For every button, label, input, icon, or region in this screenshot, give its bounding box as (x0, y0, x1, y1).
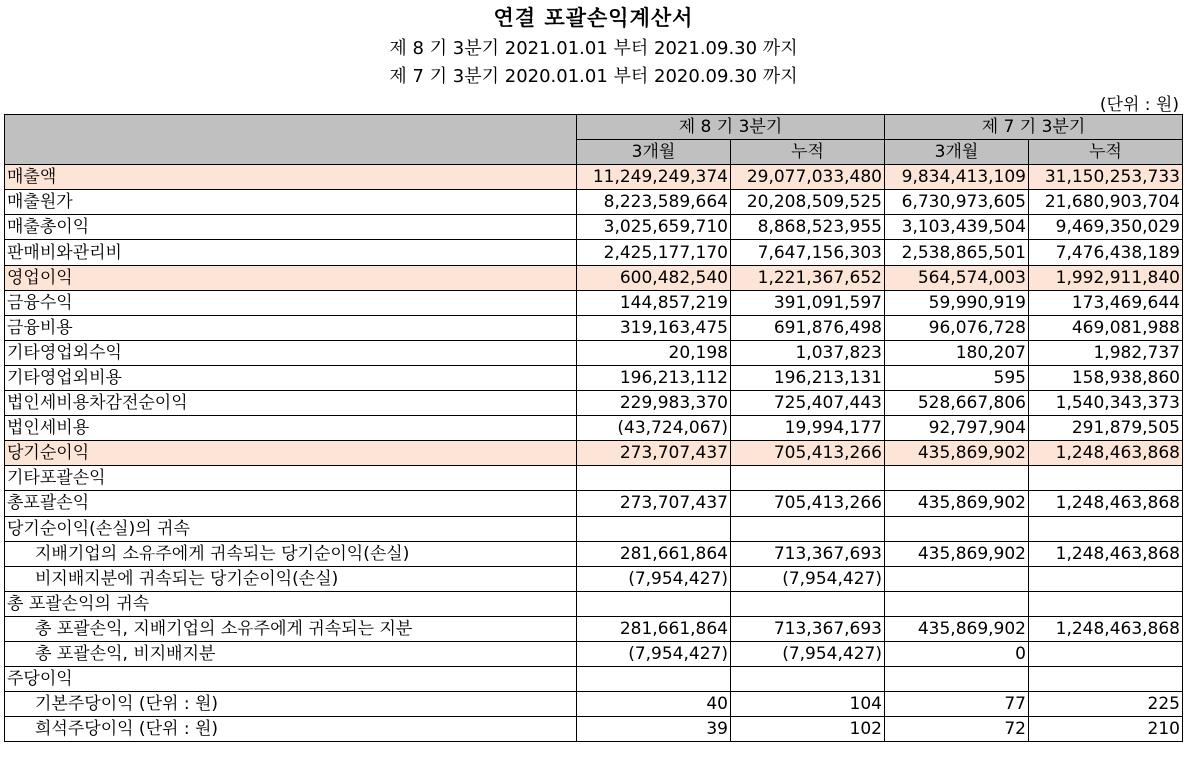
row-label: 총 포괄손익, 지배기업의 소유주에게 귀속되는 지분 (5, 616, 577, 641)
cell-current-3m: 273,707,437 (577, 491, 731, 516)
row-label: 기타포괄손익 (5, 466, 577, 491)
row-label: 기타영업외수익 (5, 340, 577, 365)
cell-prior-3m: 6,730,973,605 (885, 190, 1029, 215)
cell-prior-cum: 1,982,737 (1029, 340, 1183, 365)
row-label: 법인세비용 (5, 416, 577, 441)
cell-prior-cum (1029, 591, 1183, 616)
cell-current-3m: 281,661,864 (577, 541, 731, 566)
table-row (5, 667, 1183, 692)
cell-current-3m: 2,425,177,170 (577, 240, 731, 265)
cell-prior-3m: 3,103,439,504 (885, 215, 1029, 240)
cell-current-cum: 713,367,693 (731, 541, 885, 566)
row-label: 비지배지분에 귀속되는 당기순이익(손실) (5, 566, 577, 591)
header-group-prior: 제 7 기 3분기 (885, 115, 1183, 140)
table-row (5, 641, 1183, 666)
cell-current-cum: 8,868,523,955 (731, 215, 885, 240)
row-label: 기본주당이익 (단위 : 원) (5, 692, 577, 717)
cell-prior-3m: 180,207 (885, 340, 1029, 365)
table-row (5, 516, 1183, 541)
cell-prior-3m: 72 (885, 717, 1029, 742)
row-label: 금융비용 (5, 315, 577, 340)
header-group-current: 제 8 기 3분기 (577, 115, 885, 140)
row-label: 총 포괄손익의 귀속 (5, 591, 577, 616)
table-row (5, 416, 1183, 441)
cell-current-cum: (7,954,427) (731, 641, 885, 666)
cell-prior-3m: 564,574,003 (885, 265, 1029, 290)
cell-current-3m: 8,223,589,664 (577, 190, 731, 215)
cell-prior-cum: 469,081,988 (1029, 315, 1183, 340)
cell-prior-3m: 96,076,728 (885, 315, 1029, 340)
cell-current-cum (731, 466, 885, 491)
cell-current-cum: 1,037,823 (731, 340, 885, 365)
cell-prior-3m: 435,869,902 (885, 616, 1029, 641)
cell-current-3m (577, 516, 731, 541)
cell-prior-cum: 1,248,463,868 (1029, 491, 1183, 516)
row-label: 당기순이익 (5, 441, 577, 466)
cell-prior-3m (885, 667, 1029, 692)
row-label: 기타영업외비용 (5, 365, 577, 390)
row-label: 매출총이익 (5, 215, 577, 240)
table-row (5, 491, 1183, 516)
cell-current-3m: 11,249,249,374 (577, 165, 731, 190)
table-row (5, 265, 1183, 290)
cell-current-cum: 19,994,177 (731, 416, 885, 441)
row-label: 영업이익 (5, 265, 577, 290)
table-row (5, 616, 1183, 641)
row-label: 매출액 (5, 165, 577, 190)
cell-current-cum: 102 (731, 717, 885, 742)
cell-prior-3m (885, 516, 1029, 541)
cell-current-3m (577, 466, 731, 491)
cell-prior-3m: 435,869,902 (885, 441, 1029, 466)
cell-current-cum: 691,876,498 (731, 315, 885, 340)
cell-current-3m: 20,198 (577, 340, 731, 365)
income-statement-table (4, 114, 1183, 742)
cell-current-cum (731, 667, 885, 692)
cell-prior-3m: 9,834,413,109 (885, 165, 1029, 190)
cell-current-3m: 273,707,437 (577, 441, 731, 466)
cell-current-3m: 144,857,219 (577, 290, 731, 315)
cell-current-3m: 281,661,864 (577, 616, 731, 641)
header-prior-3m: 3개월 (885, 140, 1029, 165)
row-label: 판매비와관리비 (5, 240, 577, 265)
period-current: 제 8 기 3분기 2021.01.01 부터 2021.09.30 까지 (389, 38, 798, 59)
cell-prior-cum: 9,469,350,029 (1029, 215, 1183, 240)
row-label: 총포괄손익 (5, 491, 577, 516)
cell-current-cum: 104 (731, 692, 885, 717)
header-row-groups (5, 115, 1183, 140)
cell-prior-3m (885, 591, 1029, 616)
row-label: 금융수익 (5, 290, 577, 315)
cell-current-3m: 319,163,475 (577, 315, 731, 340)
header-blank (5, 115, 577, 165)
table-row (5, 190, 1183, 215)
table-row (5, 441, 1183, 466)
cell-prior-cum: 21,680,903,704 (1029, 190, 1183, 215)
period-prior: 제 7 기 3분기 2020.01.01 부터 2020.09.30 까지 (389, 66, 798, 87)
table-row (5, 165, 1183, 190)
cell-prior-3m (885, 466, 1029, 491)
cell-current-cum: 1,221,367,652 (731, 265, 885, 290)
cell-prior-cum: 7,476,438,189 (1029, 240, 1183, 265)
cell-current-3m: 229,983,370 (577, 391, 731, 416)
cell-current-cum (731, 591, 885, 616)
table-row (5, 541, 1183, 566)
table-row (5, 365, 1183, 390)
cell-prior-3m: 528,667,806 (885, 391, 1029, 416)
table-row (5, 466, 1183, 491)
cell-current-cum: 196,213,131 (731, 365, 885, 390)
table-row (5, 340, 1183, 365)
cell-current-3m: 196,213,112 (577, 365, 731, 390)
cell-current-cum: 391,091,597 (731, 290, 885, 315)
cell-prior-3m: 59,990,919 (885, 290, 1029, 315)
cell-prior-3m: 92,797,904 (885, 416, 1029, 441)
row-label: 법인세비용차감전순이익 (5, 391, 577, 416)
row-label: 당기순이익(손실)의 귀속 (5, 516, 577, 541)
table-row (5, 591, 1183, 616)
table-row (5, 215, 1183, 240)
table-row (5, 391, 1183, 416)
header-current-3m: 3개월 (577, 140, 731, 165)
cell-current-cum: 705,413,266 (731, 491, 885, 516)
cell-prior-cum: 291,879,505 (1029, 416, 1183, 441)
table-row (5, 566, 1183, 591)
cell-prior-cum: 1,540,343,373 (1029, 391, 1183, 416)
cell-current-cum: 713,367,693 (731, 616, 885, 641)
cell-current-cum: 20,208,509,525 (731, 190, 885, 215)
cell-current-cum: 705,413,266 (731, 441, 885, 466)
cell-current-3m: 3,025,659,710 (577, 215, 731, 240)
cell-current-3m (577, 591, 731, 616)
table-row (5, 692, 1183, 717)
cell-current-3m: 40 (577, 692, 731, 717)
table-body (5, 165, 1183, 742)
table-row (5, 240, 1183, 265)
cell-current-3m: 600,482,540 (577, 265, 731, 290)
cell-prior-cum: 1,992,911,840 (1029, 265, 1183, 290)
cell-current-3m: 39 (577, 717, 731, 742)
header-prior-cum: 누적 (1029, 140, 1183, 165)
cell-prior-3m: 0 (885, 641, 1029, 666)
row-label: 매출원가 (5, 190, 577, 215)
table-row (5, 290, 1183, 315)
cell-prior-cum: 225 (1029, 692, 1183, 717)
cell-prior-cum (1029, 566, 1183, 591)
row-label: 희석주당이익 (단위 : 원) (5, 717, 577, 742)
cell-current-cum: 7,647,156,303 (731, 240, 885, 265)
cell-current-3m: (7,954,427) (577, 641, 731, 666)
cell-prior-cum (1029, 466, 1183, 491)
table-row (5, 717, 1183, 742)
cell-prior-3m: 595 (885, 365, 1029, 390)
cell-prior-cum: 1,248,463,868 (1029, 541, 1183, 566)
cell-prior-cum (1029, 667, 1183, 692)
row-label: 총 포괄손익, 비지배지분 (5, 641, 577, 666)
cell-prior-cum: 1,248,463,868 (1029, 616, 1183, 641)
row-label: 지배기업의 소유주에게 귀속되는 당기순이익(손실) (5, 541, 577, 566)
cell-current-cum: 725,407,443 (731, 391, 885, 416)
cell-prior-3m: 435,869,902 (885, 491, 1029, 516)
cell-current-cum (731, 516, 885, 541)
cell-prior-3m: 77 (885, 692, 1029, 717)
cell-prior-3m (885, 566, 1029, 591)
page-title: 연결 포괄손익계산서 (493, 6, 694, 30)
cell-prior-cum (1029, 516, 1183, 541)
cell-prior-cum: 158,938,860 (1029, 365, 1183, 390)
cell-prior-3m: 435,869,902 (885, 541, 1029, 566)
cell-prior-3m: 2,538,865,501 (885, 240, 1029, 265)
cell-prior-cum: 210 (1029, 717, 1183, 742)
unit-label: (단위 : 원) (1099, 95, 1179, 115)
cell-current-3m: (43,724,067) (577, 416, 731, 441)
table-row (5, 315, 1183, 340)
cell-current-cum: (7,954,427) (731, 566, 885, 591)
row-label: 주당이익 (5, 667, 577, 692)
cell-prior-cum: 1,248,463,868 (1029, 441, 1183, 466)
header-current-cum: 누적 (731, 140, 885, 165)
cell-prior-cum: 173,469,644 (1029, 290, 1183, 315)
cell-current-cum: 29,077,033,480 (731, 165, 885, 190)
cell-current-3m: (7,954,427) (577, 566, 731, 591)
cell-current-3m (577, 667, 731, 692)
cell-prior-cum (1029, 641, 1183, 666)
cell-prior-cum: 31,150,253,733 (1029, 165, 1183, 190)
